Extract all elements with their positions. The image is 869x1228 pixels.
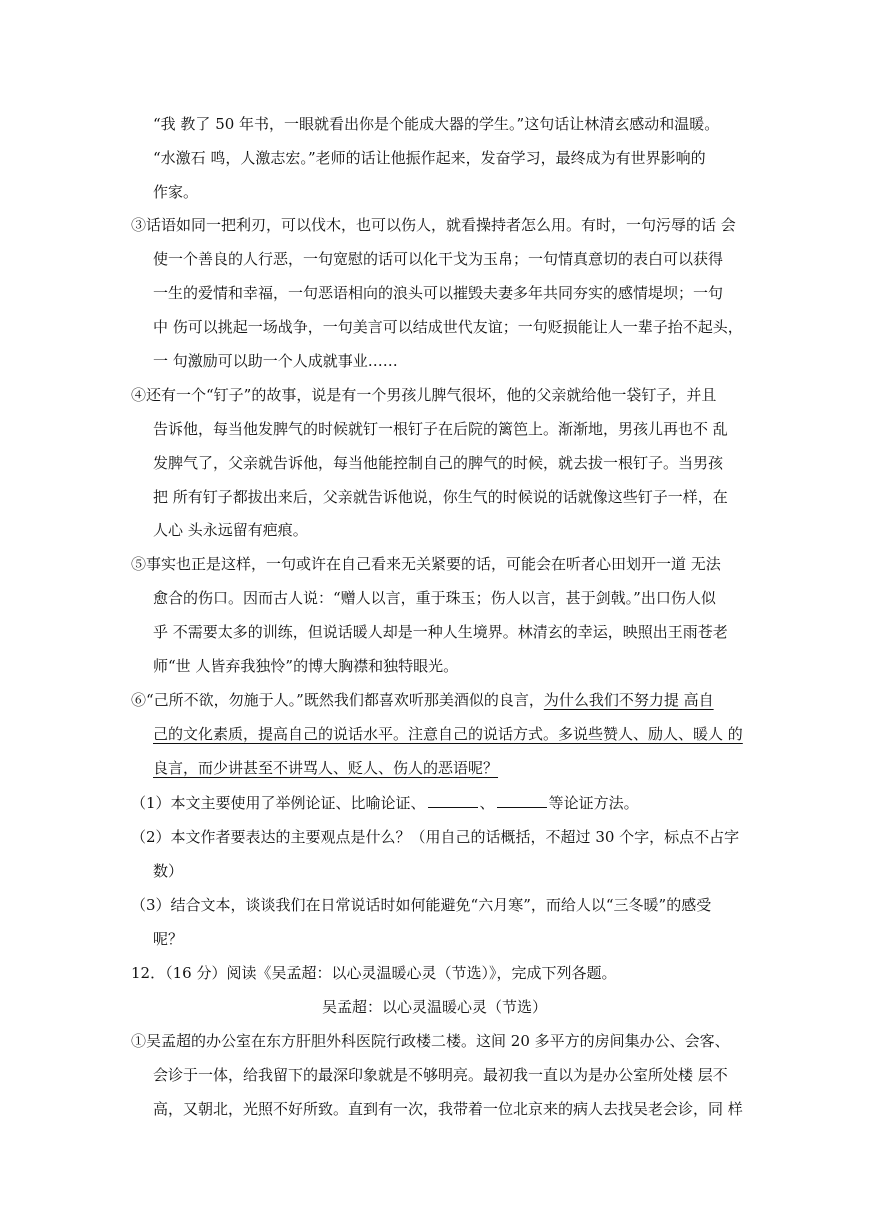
text-line: 发脾气了，父亲就告诉他，每当他能控制自己的脾气的时候，就去拔一根钉子。当男孩 bbox=[153, 454, 724, 472]
answer-blank-2[interactable] bbox=[497, 793, 547, 808]
separator: 、 bbox=[479, 794, 495, 812]
text-segment: ⑥“己所不欲，勿施于人。”既然我们都喜欢听那美酒似的良言， bbox=[131, 691, 544, 709]
question-3-cont: 呢？ bbox=[153, 930, 184, 948]
text-line: “我 教了 50 年书，一眼就看出你是个能成大器的学生。”这句话让林清玄感动和温暖。 bbox=[153, 115, 720, 133]
question-text: 等论证方法。 bbox=[548, 794, 639, 812]
paragraph-3-line: ③话语如同一把利刃，可以伐木，也可以伤人，就看操持者怎么用。有时，一句污辱的话 会 bbox=[131, 216, 736, 234]
paragraph-4-line: ④还有一个“钉子”的故事，说是有一个男孩儿脾气很坏，他的父亲就给他一袋钉子，并且 bbox=[131, 386, 717, 404]
text-line: 人心 头永远留有疤痕。 bbox=[153, 521, 308, 539]
question-3: （3）结合文本，谈谈我们在日常说话时如何能避免“六月寒”，而给人以“三冬暖”的感受 bbox=[131, 896, 712, 914]
underlined-sentence: 己的文化素质，提高自己的说话水平。注意自己的说话方式。多说些赞人、励人、暖人 的 bbox=[153, 725, 743, 743]
text-line: 告诉他，每当他发脾气的时候就钉一根钉子在后院的篱笆上。渐渐地，男孩儿再也不 乱 bbox=[153, 420, 728, 438]
underlined-sentence: 为什么我们不努力提 高自 bbox=[543, 691, 714, 709]
paragraph-5-line: ⑤事实也正是这样，一句或许在自己看来无关紧要的话，可能会在听者心田划开一道 无法 bbox=[131, 555, 721, 573]
passage-title: 吴孟超：以心灵温暖心灵（节选） bbox=[321, 998, 547, 1016]
text-line: 师“世 人皆弃我独怜”的博大胸襟和独特眼光。 bbox=[153, 657, 459, 675]
question-1 bbox=[131, 793, 639, 813]
underlined-sentence: 良言，而少讲甚至不讲骂人、贬人、伤人的恶语呢？ bbox=[153, 759, 499, 777]
text-line: 高，又朝北，光照不好所致。直到有一次，我带着一位北京来的病人去找吴老会诊，同 样 bbox=[153, 1100, 743, 1118]
answer-blank-1[interactable] bbox=[428, 793, 478, 808]
text-line: 一生的爱情和幸福，一句恶语相向的浪头可以摧毁夫妻多年共同夯实的感情堤坝；一句 bbox=[153, 284, 724, 302]
text-line: 会诊于一体，给我留下的最深印象就是不够明亮。最初我一直以为是办公室所处楼 层不 bbox=[153, 1066, 728, 1084]
text-line: 乎 不需要太多的训练，但说话暖人却是一种人生境界。林清玄的幸运，映照出王雨苍老 bbox=[153, 623, 728, 641]
text-line: 一 句激励可以助一个人成就事业…… bbox=[153, 352, 398, 370]
paragraph-6-line bbox=[131, 690, 714, 710]
text-line: 把 所有钉子都拔出来后，父亲就告诉他说，你生气的时候说的话就像这些钉子一样，在 bbox=[153, 488, 728, 506]
question-text: （1）本文主要使用了举例论证、比喻论证、 bbox=[131, 794, 426, 812]
text-line: 愈合的伤口。因而古人说：“赠人以言，重于珠玉；伤人以言，甚于剑戟。”出口伤人似 bbox=[153, 589, 716, 607]
text-line: 中 伤可以挑起一场战争，一句美言可以结成世代友谊；一句贬损能让人一辈子抬不起头， bbox=[153, 318, 743, 336]
passage-paragraph-1: ①吴孟超的办公室在东方肝胆外科医院行政楼二楼。这间 20 多平方的房间集办公、会客、 bbox=[131, 1032, 730, 1050]
text-line: 使一个善良的人行恶，一句宽慰的话可以化干戈为玉帛；一句情真意切的表白可以获得 bbox=[153, 250, 724, 268]
text-line: “水激石 鸣，人激志宏。”老师的话让他振作起来，发奋学习，最终成为有世界影响的 bbox=[153, 149, 706, 167]
question-12-heading: 12．（16 分）阅读《吴孟超：以心灵温暖心灵（节选）》，完成下列各题。 bbox=[131, 964, 617, 982]
question-2: （2）本文作者要表达的主要观点是什么？（用自己的话概括，不超过 30 个字，标点不占字 bbox=[131, 828, 740, 846]
text-line: 作家。 bbox=[153, 183, 199, 201]
question-2-cont: 数） bbox=[153, 862, 184, 880]
